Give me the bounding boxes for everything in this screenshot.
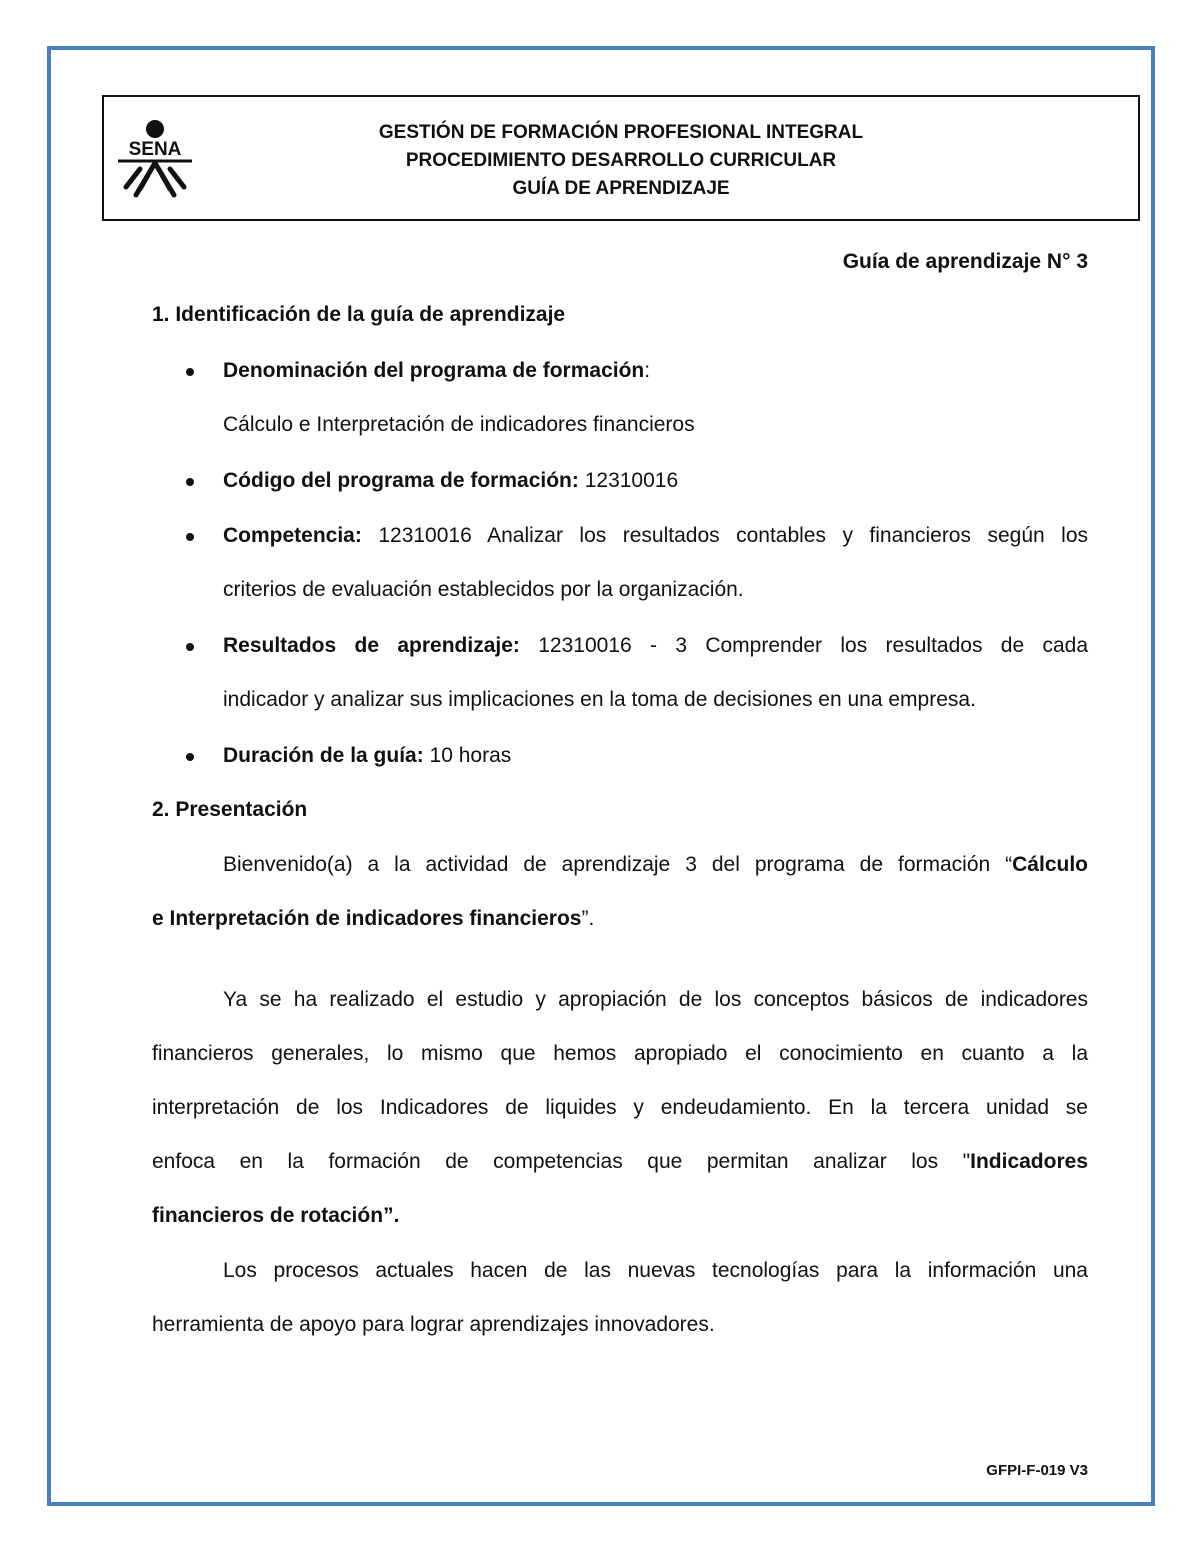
presentation-p3-line1: Los procesos actuales hacen de las nuevas tecnologías para la información una: [223, 1259, 1088, 1282]
presentation-p2-line3: interpretación de los Indicadores de liquides y endeudamiento. En la tercera unidad se: [152, 1096, 1088, 1119]
results-line2: indicador y analizar sus implicaciones en la toma de decisiones en una empresa.: [223, 688, 976, 711]
presentation-p3-line2: herramienta de apoyo para lograr aprendizajes innovadores.: [152, 1313, 715, 1336]
header-title-line2: PROCEDIMIENTO DESARROLLO CURRICULAR: [405, 150, 837, 171]
program-name-label: Denominación del programa de formación:: [223, 359, 651, 382]
presentation-p2-line2: financieros generales, lo mismo que hemos apropiado el conocimiento en cuanto a la: [152, 1042, 1088, 1065]
bullet-icon: [186, 478, 194, 486]
competence-line2: criterios de evaluación establecidos por la organización.: [223, 578, 744, 601]
presentation-p2-line1: Ya se ha realizado el estudio y apropiación de los conceptos básicos de indicadores: [223, 988, 1088, 1011]
competence-line1: Competencia: 12310016 Analizar los resultados contables y financieros según los: [223, 524, 1088, 547]
results-line1: Resultados de aprendizaje: 12310016 - 3 Comprender los resultados de cada: [223, 634, 1089, 657]
section2-title: 2. Presentación: [152, 798, 308, 821]
header-titles: [104, 119, 1138, 203]
program-name-value: Cálculo e Interpretación de indicadores financieros: [223, 413, 695, 436]
bullet-icon: [186, 753, 194, 761]
header-title-line3: GUÍA DE APRENDIZAJE: [512, 178, 730, 199]
section1-title: 1. Identificación de la guía de aprendizaje: [152, 303, 566, 326]
program-code: Código del programa de formación: 12310016: [223, 469, 679, 492]
bullet-icon: [186, 643, 194, 651]
duration: Duración de la guía: 10 horas: [223, 744, 512, 767]
header-title-line1: GESTIÓN DE FORMACIÓN PROFESIONAL INTEGRAL: [378, 122, 864, 143]
presentation-p1-line1: Bienvenido(a) a la actividad de aprendizaje 3 del programa de formación “Cálculo: [223, 853, 1088, 876]
bullet-icon: [186, 533, 194, 541]
svg-text:SENA: SENA: [128, 139, 182, 160]
presentation-p2-line5: financieros de rotación”.: [152, 1204, 400, 1227]
presentation-p1-line2: e Interpretación de indicadores financieros”.: [152, 907, 595, 930]
presentation-p2-line4: enfoca en la formación de competencias que permitan analizar los "Indicadores: [152, 1150, 1088, 1173]
footer-document-code: GFPI-F-019 V3: [986, 1462, 1088, 1479]
bullet-icon: [186, 368, 194, 376]
document-header: [102, 95, 1140, 221]
guide-number: Guía de aprendizaje N° 3: [842, 250, 1088, 273]
